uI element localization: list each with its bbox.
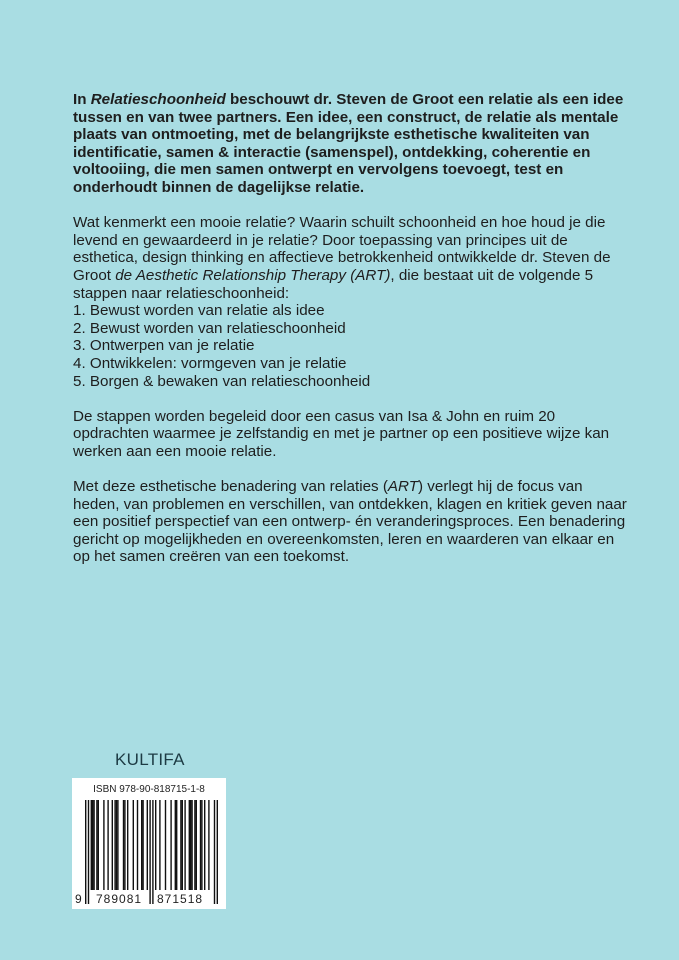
intro-prefix: In xyxy=(73,91,91,108)
barcode-bar xyxy=(191,800,192,890)
barcode-bar xyxy=(93,800,94,890)
p4-part1: Met deze esthetische benadering van relaties ( xyxy=(73,478,388,496)
paragraph-3: De stappen worden begeleid door een casus van Isa & John en ruim 20 opdrachten waarmee je zelfstandig en met je partner op een positieve wijze kan werken aan een mooie relatie. xyxy=(73,407,610,460)
p2-italic: de Aesthetic Relationship Therapy (ART) xyxy=(115,266,391,284)
book-title: Relatieschoonheid xyxy=(90,91,226,108)
intro-rest: beschouwt dr. Steven de Groot een relatie als een idee tussen en van twee partners. Een idee, een construct, de relatie als mentale plaats van ontmoeting, met de belangrijkste esthetische kwaliteiten van identificatie, samen & interactie (samenspel), ontdekking, coherentie en voltooiing, die men samen ontwerpt en vervolgens toevoegt, test en onderhoudt binnen de dagelijkse relatie. xyxy=(73,91,624,196)
p2-part2: , die bestaat uit de volgende 5 stappen naar relatieschoonheid: xyxy=(73,266,594,302)
barcode-bar xyxy=(184,800,185,890)
barcode-bar xyxy=(142,800,143,890)
paragraph-2 xyxy=(73,214,633,302)
barcode-bar xyxy=(107,800,108,890)
barcode-bar xyxy=(217,800,218,904)
barcode-bar xyxy=(116,800,117,890)
barcode-bar xyxy=(137,800,138,890)
barcode-bar xyxy=(98,800,99,890)
publisher-logo: KULTIFA xyxy=(115,750,185,769)
barcode-bar xyxy=(194,800,195,890)
barcode-bars xyxy=(72,778,226,909)
p2-part1: Wat kenmerkt een mooie relatie? Waarin schuilt schoonheid en hoe houd je die levend en gewaardeerd in je relatie? Door toepassing van principes uit de esthetica, design thinking en affectieve betrokkenheid ontwikkelde dr. Steven de Groot xyxy=(73,214,611,284)
barcode-bar xyxy=(96,800,97,890)
barcode-bar xyxy=(91,800,92,890)
barcode-bar xyxy=(155,800,156,890)
barcode-bar xyxy=(196,800,197,890)
paragraph-4 xyxy=(73,478,633,566)
barcode-bar xyxy=(182,800,183,890)
list-item: 1. Bewust worden van relatie als idee xyxy=(73,302,325,320)
barcode-bar xyxy=(201,800,202,890)
barcode-bar xyxy=(117,800,118,890)
barcode-bar xyxy=(165,800,166,890)
barcode-bar xyxy=(141,800,142,890)
barcode-bar xyxy=(204,800,205,890)
barcode-bar xyxy=(112,800,113,890)
list-item: 2. Bewust worden van relatieschoonheid xyxy=(73,319,346,337)
barcode-bar xyxy=(92,800,93,890)
barcode-bar xyxy=(88,800,89,904)
isbn-label: ISBN 978-90-818715-1-8 xyxy=(93,784,205,795)
back-cover-text xyxy=(73,91,633,584)
barcode-bar xyxy=(214,800,215,904)
intro-paragraph xyxy=(73,91,633,197)
barcode-bar xyxy=(114,800,115,890)
list-item: 4. Ontwikkelen: vormgeven van je relatie xyxy=(73,354,347,372)
p4-part2: ) verlegt hij de focus van heden, van problemen en verschillen, van ontdekken, klagen en kritiek geven naar een positief perspectief van een ontwerp- én veranderingsproces. Een benadering gericht op mogelijkheden en overeenkomsten, leren en waarderen van elkaar en op het samen creëren van een toekomst. xyxy=(73,478,627,566)
p4-italic: ART xyxy=(387,478,419,496)
barcode-bar xyxy=(190,800,191,890)
barcode-bar xyxy=(124,800,125,890)
isbn-barcode xyxy=(72,778,226,909)
barcode-bar xyxy=(152,800,153,904)
barcode-bar xyxy=(127,800,128,890)
barcode-bar xyxy=(123,800,124,890)
barcode-left-digits: 789081 xyxy=(96,892,143,906)
barcode-bar xyxy=(200,800,201,890)
list-item: 3. Ontwerpen van je relatie xyxy=(73,337,255,355)
barcode-bar xyxy=(159,800,160,890)
barcode-bar xyxy=(176,800,177,890)
barcode-bar xyxy=(208,800,209,890)
barcode-bar xyxy=(133,800,134,890)
barcode-bar xyxy=(147,800,148,890)
list-item: 5. Borgen & bewaken van relatieschoonheid xyxy=(73,372,371,390)
barcode-bar xyxy=(189,800,190,890)
barcode-first-digit: 9 xyxy=(75,892,82,906)
barcode-bar xyxy=(85,800,86,904)
barcode-bar xyxy=(149,800,150,904)
barcode-bar xyxy=(175,800,176,890)
barcode-right-digits: 871518 xyxy=(157,892,204,906)
barcode-bar xyxy=(170,800,171,890)
steps-list xyxy=(73,302,633,390)
barcode-bar xyxy=(180,800,181,890)
barcode-bar xyxy=(103,800,104,890)
